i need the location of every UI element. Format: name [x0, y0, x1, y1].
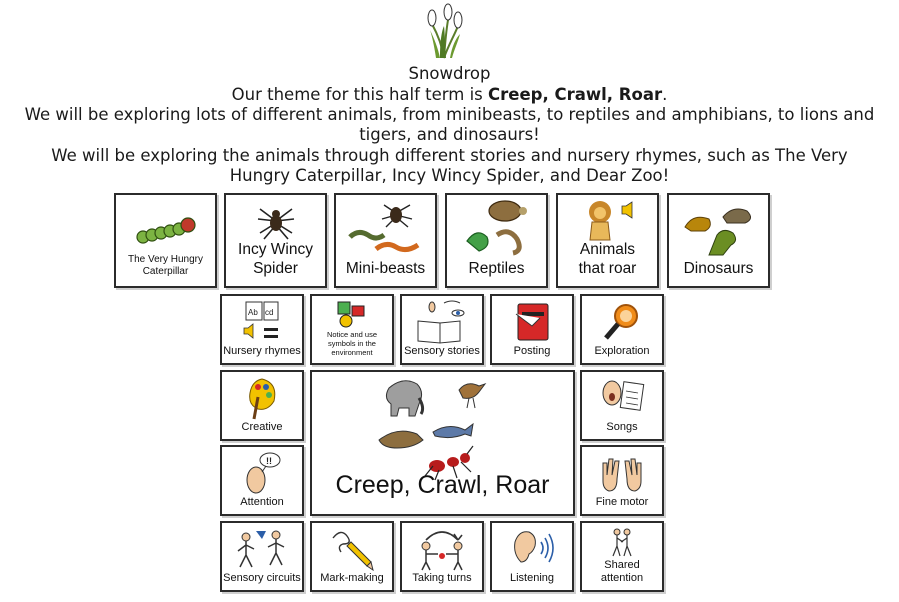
card-nursery-rhymes [220, 294, 304, 365]
card-taking-turns [400, 521, 484, 592]
label-listening: Listening [509, 572, 555, 584]
label-notice-symbols: Notice and use symbols in the environment [326, 330, 378, 357]
label-roar: Animals that roar [578, 241, 637, 277]
songs-icon [598, 375, 646, 421]
label-minibeasts: Mini-beasts [345, 260, 426, 277]
lion-icon [578, 198, 638, 242]
theme-name: Creep, Crawl, Roar [488, 85, 663, 104]
label-posting: Posting [513, 345, 551, 357]
svg-text:!!: !! [266, 456, 272, 466]
dinosaurs-icon [679, 197, 759, 259]
magnifier-icon [600, 300, 644, 344]
card-posting [490, 294, 574, 365]
spider-icon [254, 201, 298, 241]
card-reptiles [445, 193, 548, 288]
animals-collage-icon [373, 374, 513, 484]
label-mark-making: Mark-making [320, 572, 384, 584]
card-listening [490, 521, 574, 592]
minibeasts-icon [346, 199, 426, 259]
sensory-stories-icon [412, 299, 472, 347]
label-shared-attention: Shared attention [600, 559, 644, 584]
card-fine-motor [580, 445, 664, 516]
card-exploration [580, 294, 664, 365]
card-spider [224, 193, 327, 288]
label-sensory-stories: Sensory stories [404, 345, 480, 357]
intro-line-3: We will be exploring the animals through different stories and nursery rhymes, such as The Very [51, 146, 848, 165]
card-shared-attention [580, 521, 664, 592]
card-attention [220, 445, 304, 516]
postbox-icon [510, 300, 554, 344]
attention-icon [240, 450, 284, 496]
card-minibeasts [334, 193, 437, 288]
card-sensory-stories [400, 294, 484, 365]
card-notice-symbols [310, 294, 394, 365]
snowdrop-logo [420, 0, 468, 60]
center-title: Creep, Crawl, Roar [335, 471, 550, 499]
label-songs: Songs [606, 421, 638, 433]
nursery-rhymes-icon [240, 298, 284, 348]
card-mark-making [310, 521, 394, 592]
card-roar [556, 193, 659, 288]
taking-turns-icon [414, 526, 470, 572]
palette-icon [242, 375, 282, 421]
label-fine-motor: Fine motor [595, 496, 649, 508]
shared-attention-icon [607, 526, 637, 560]
symbols-icon [334, 300, 370, 328]
card-creative [220, 370, 304, 441]
caterpillar-icon [131, 209, 201, 249]
label-creative: Creative [241, 421, 283, 433]
svg-text:cd: cd [265, 308, 274, 317]
class-name: Snowdrop [408, 64, 491, 83]
intro-line-2: tigers, and dinosaurs! [359, 125, 540, 144]
card-songs [580, 370, 664, 441]
label-nursery-rhymes: Nursery rhymes [223, 345, 301, 357]
label-spider: Incy Wincy Spider [238, 241, 313, 277]
label-caterpillar: The Very Hungry Caterpillar [127, 254, 204, 277]
label-attention: Attention [240, 496, 284, 508]
pencil-icon [327, 526, 377, 572]
reptiles-icon [457, 197, 537, 259]
svg-text:Ab: Ab [248, 308, 258, 317]
card-center-theme [310, 370, 575, 516]
card-sensory-circuits [220, 521, 304, 592]
card-caterpillar [114, 193, 217, 288]
label-taking-turns: Taking turns [412, 572, 472, 584]
label-dinosaurs: Dinosaurs [683, 260, 754, 277]
ear-icon [507, 526, 557, 572]
intro-line-4: Hungry Caterpillar, Incy Wincy Spider, and Dear Zoo! [229, 166, 670, 185]
theme-line: Our theme for this half term is Creep, Crawl, Roar. [231, 85, 668, 104]
card-dinosaurs [667, 193, 770, 288]
intro-line-1: We will be exploring lots of different animals, from minibeasts, to reptiles and amphibians, to lions and [24, 105, 875, 124]
label-exploration: Exploration [594, 345, 650, 357]
label-reptiles: Reptiles [468, 260, 525, 277]
label-sensory-circuits: Sensory circuits [223, 572, 301, 584]
hands-icon [597, 451, 647, 495]
sensory-circuits-icon [232, 525, 292, 573]
